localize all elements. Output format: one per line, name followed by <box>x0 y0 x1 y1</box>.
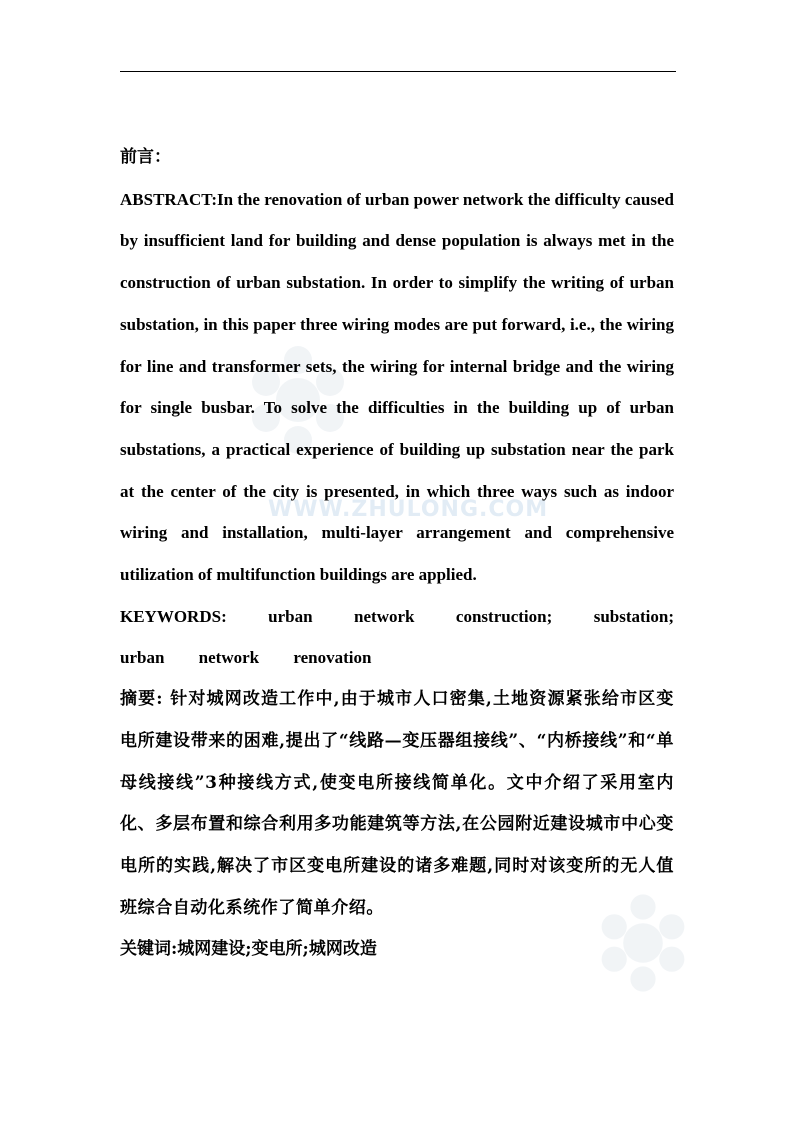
chinese-keywords: 关键词:城网建设;变电所;城网改造 <box>120 939 377 960</box>
header-rule <box>120 71 676 72</box>
preface-heading: 前言： <box>120 147 171 167</box>
english-abstract: ABSTRACT:In the renovation of urban power network the difficulty caused by insufficient land for building and dense population is always met in the construction of urban substation. In order to simplify the writing of urban substation, in this paper three wiring modes are put forward, i.e., the wiring for line and transformer sets, the wiring for internal bridge and the wiring for single busbar. To solve the difficulties in the building up of urban substations, a practical experience of building up substation near the park at the center of the city is presented, in which three ways such as indoor wiring and installation, multi-layer arrangement and comprehensive utilization of multifunction buildings are applied. <box>120 189 674 585</box>
chinese-abstract: 摘要: 针对城网改造工作中,由于城市人口密集,土地资源紧张给市区变电所建设带来的困难,提出了“线路—变压器组接线”、“内桥接线”和“单母线接线”3种接线方式,使变电所接线简单化。文中介绍了采用室内化、多层布置和综合利用多功能建筑等方法,在公园附近建设城市中心变电所的实践,解决了市区变电所建设的诸多难题,同时对该变所的无人值班综合自动化系统作了简单介绍。 <box>120 689 674 918</box>
english-keywords: KEYWORDS: urban network construction; substation; urban network renovation <box>120 606 674 668</box>
document-body <box>120 137 674 971</box>
watermark-text: WWW.ZHULONG.COM <box>268 497 549 522</box>
